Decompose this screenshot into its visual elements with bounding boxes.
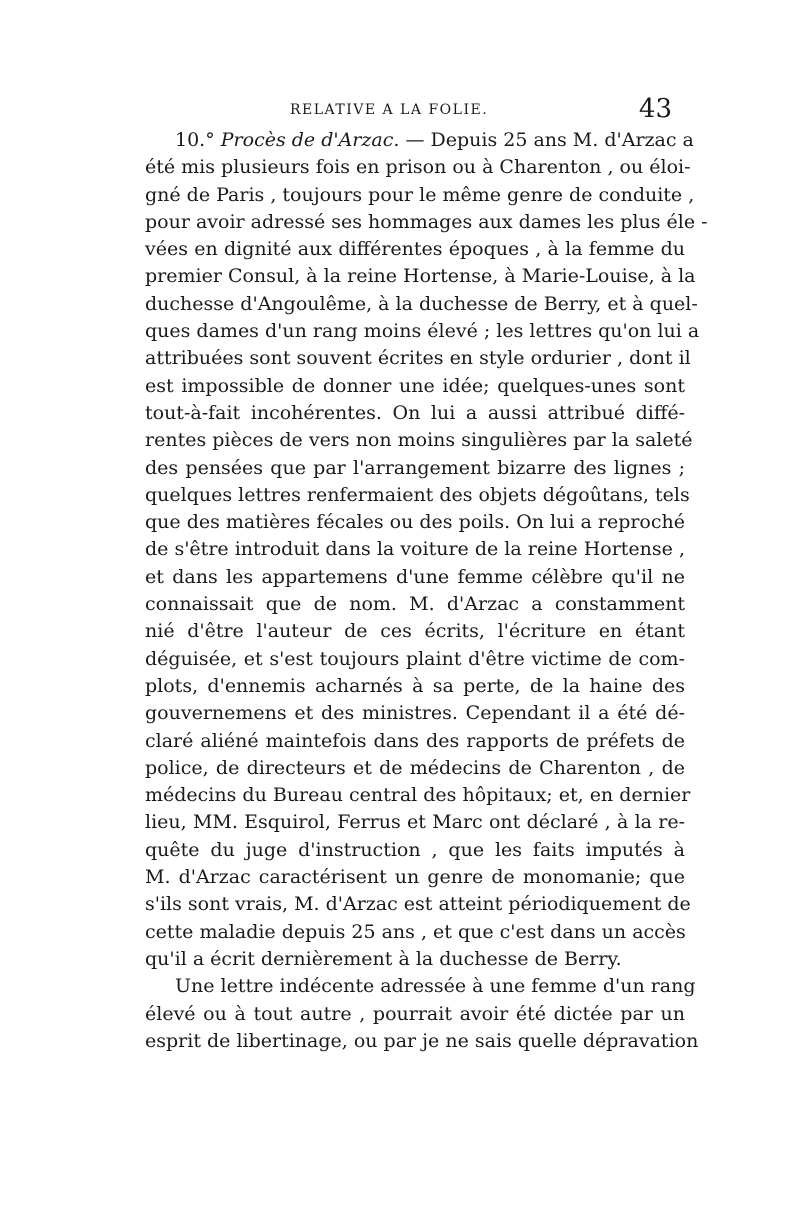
text-line: que des matières fécales ou des poils. On lui a reproché xyxy=(145,511,685,534)
text-line: élevé ou à tout autre , pourrait avoir été dictée par un xyxy=(145,1002,685,1025)
first-line-rest: — Depuis 25 ans M. d'Arzac a xyxy=(399,129,694,151)
text-line: Une lettre indécente adressée à une femme d'un rang xyxy=(175,975,696,998)
section-lead-in: Procès de d'Arzac. xyxy=(220,129,400,151)
text-line: premier Consul, à la reine Hortense, à Marie-Louise, à la xyxy=(145,265,696,288)
paragraph-proces-darzac xyxy=(145,127,708,973)
text-line: est impossible de donner une idée; quelques-unes sont xyxy=(145,374,685,397)
text-line: vées en dignité aux différentes époques , à la femme du xyxy=(145,238,685,261)
text-line: duchesse d'Angoulême, à la duchesse de Berry, et à quel- xyxy=(145,292,698,315)
text-line: des pensées que par l'arrangement bizarre des lignes ; xyxy=(145,456,685,479)
text-line: connaissait que de nom. M. d'Arzac a constamment xyxy=(145,593,685,616)
text-line: nié d'être l'auteur de ces écrits, l'écriture en étant xyxy=(145,620,685,643)
text-line: cette maladie depuis 25 ans , et que c'est dans un accès xyxy=(145,920,686,943)
text-line: claré aliéné maintefois dans des rapports de préfets de xyxy=(145,729,685,752)
body-text xyxy=(145,127,708,1055)
text-line: qu'il a écrit dernièrement à la duchesse de Berry. xyxy=(145,947,622,970)
text-line: ques dames d'un rang moins élevé ; les lettres qu'on lui a xyxy=(145,320,700,343)
paragraph-first-line xyxy=(145,127,694,154)
text-line: gné de Paris , toujours pour le même genre de conduite , xyxy=(145,183,695,206)
text-line: médecins du Bureau central des hôpitaux; et, en dernier xyxy=(145,784,691,807)
page-header xyxy=(130,94,672,128)
text-line: s'ils sont vrais, M. d'Arzac est atteint périodiquement de xyxy=(145,893,691,916)
running-head: RELATIVE A LA FOLIE. xyxy=(290,102,489,118)
text-line: tout-à-fait incohérentes. On lui a aussi attribué diffé- xyxy=(145,401,685,424)
text-line: M. d'Arzac caractérisent un genre de monomanie; que xyxy=(145,866,685,889)
text-line: attribuées sont souvent écrites en style ordurier , dont il xyxy=(145,347,691,370)
text-line: été mis plusieurs fois en prison ou à Charenton , ou éloi- xyxy=(145,156,691,179)
text-line: rentes pièces de vers non moins singulières par la saleté xyxy=(145,429,693,452)
text-line: plots, d'ennemis acharnés à sa perte, de la haine des xyxy=(145,674,685,697)
text-line: police, de directeurs et de médecins de Charenton , de xyxy=(145,756,685,779)
text-line: quelques lettres renfermaient des objets dégoûtans, tels xyxy=(145,483,690,506)
page-number: 43 xyxy=(638,94,672,124)
paragraph-lettre-indecente xyxy=(145,973,699,1055)
text-line: gouvernemens et des ministres. Cependant il a été dé- xyxy=(145,702,685,725)
text-line: pour avoir adressé ses hommages aux dames les plus éle - xyxy=(145,210,708,233)
text-line: lieu, MM. Esquirol, Ferrus et Marc ont déclaré , à la re- xyxy=(145,811,685,834)
text-line: quête du juge d'instruction , que les faits imputés à xyxy=(145,838,685,861)
text-line: de s'être introduit dans la voiture de la reine Hortense , xyxy=(145,538,685,561)
paragraph-lines xyxy=(145,154,708,973)
section-number: 10.° xyxy=(175,129,215,151)
text-line: et dans les appartemens d'une femme célèbre qu'il ne xyxy=(145,565,685,588)
text-line: esprit de libertinage, ou par je ne sais quelle dépravation xyxy=(145,1029,699,1052)
text-line: déguisée, et s'est toujours plaint d'être victime de com- xyxy=(145,647,685,670)
